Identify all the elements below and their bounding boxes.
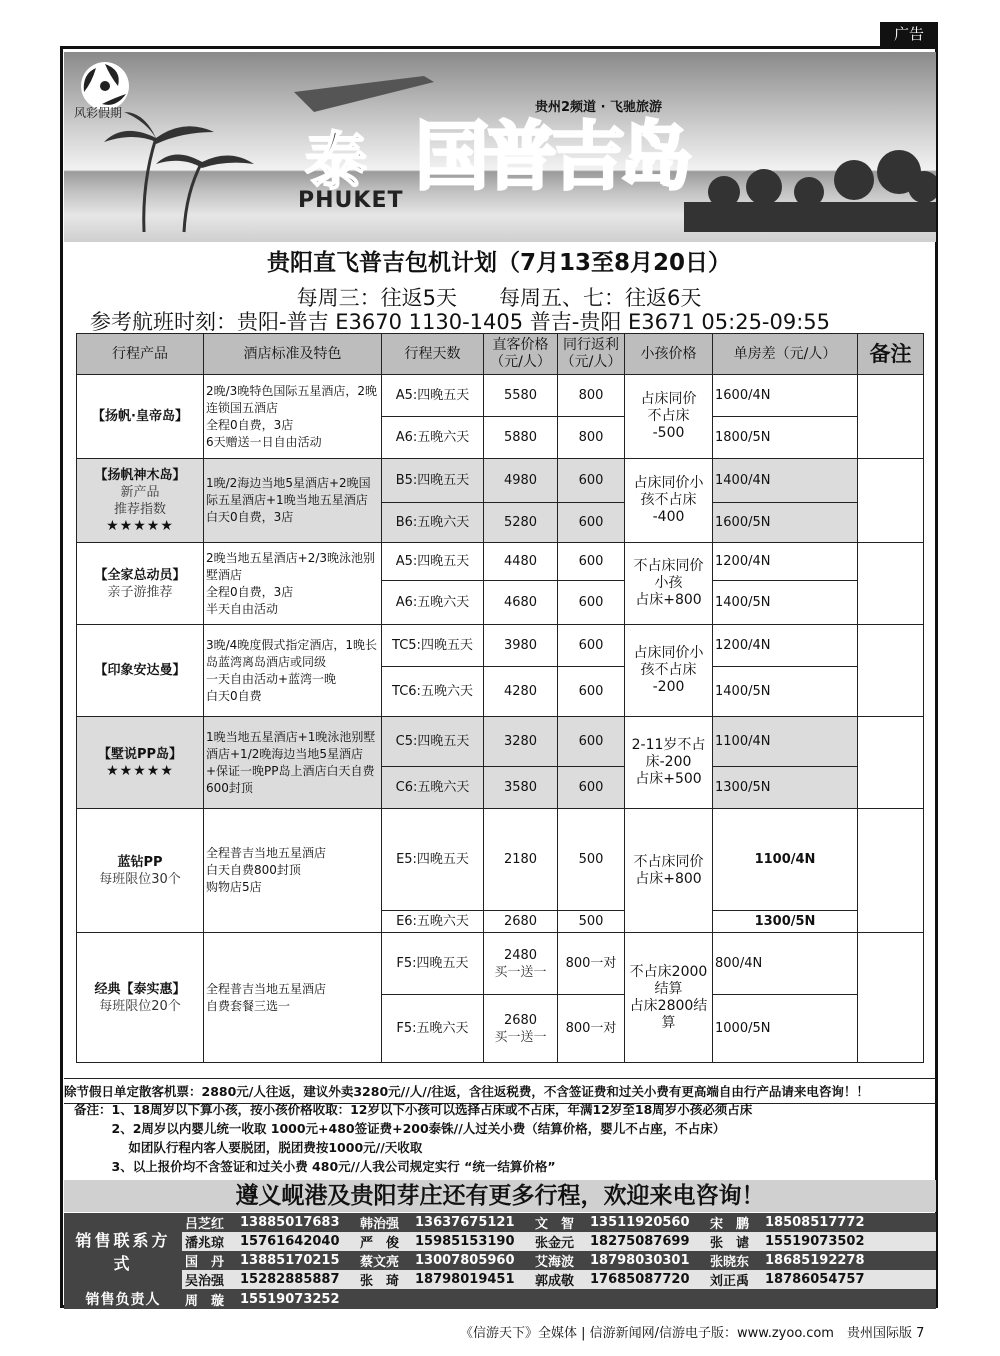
contact-name: 刘正禹 — [707, 1270, 762, 1289]
days-cell: B5:四晚五天 — [382, 459, 484, 503]
days-cell: C5:四晚五天 — [382, 717, 484, 767]
contact-phone[interactable]: 17685087720 — [587, 1270, 707, 1289]
brand-name: 风彩假期 — [74, 106, 123, 120]
single-supplement-cell: 1300/5N — [713, 767, 858, 809]
contact-name: 吕芝红 — [182, 1213, 237, 1232]
product-name: 【墅说PP岛】 — [97, 746, 183, 762]
contact-name: 宋 鹏 — [707, 1213, 762, 1232]
price-value: 2480 — [503, 947, 538, 963]
contact-phone[interactable]: 18685192278 — [762, 1251, 936, 1270]
rebate-cell: 800 — [558, 375, 625, 417]
col-remark: 备注 — [858, 334, 924, 375]
manager-phone[interactable]: 15519073252 — [237, 1289, 357, 1309]
price-table-body — [77, 375, 924, 1063]
table-row — [77, 459, 924, 503]
child-price-cell: 不占床同价 小孩 占床+800 — [625, 543, 713, 625]
days-cell: TC5:四晚五天 — [382, 625, 484, 667]
product-cell — [77, 543, 204, 625]
contact-name: 艾海波 — [532, 1251, 587, 1270]
col-days: 行程天数 — [382, 334, 484, 375]
note-line: 如团队行程内客人要脱团，脱团费按1000元//天收取 — [74, 1140, 423, 1155]
product-cell — [77, 809, 204, 933]
rebate-cell: 500 — [558, 911, 625, 933]
single-supplement-cell: 1200/4N — [713, 543, 858, 581]
hotel-cell: 全程普吉当地五星酒店 自费套餐三选一 — [204, 933, 382, 1063]
contact-name: 韩治强 — [357, 1213, 412, 1232]
table-row — [77, 717, 924, 767]
contact-row — [64, 1270, 936, 1289]
single-supplement-cell: 1600/4N — [713, 375, 858, 417]
days-cell: C6:五晚六天 — [382, 767, 484, 809]
hotel-cell: 2晚当地五星酒店+2/3晚泳池别墅酒店 全程0自费，3店 半天自由活动 — [204, 543, 382, 625]
product-name: 【全家总动员】 — [94, 567, 186, 583]
days-cell: A6:五晚六天 — [382, 417, 484, 459]
remark-cell — [858, 459, 924, 543]
manager-name: 周 璇 — [182, 1289, 237, 1309]
price-cell: 4280 — [484, 667, 558, 717]
contact-name: 国 丹 — [182, 1251, 237, 1270]
days-cell: A5:四晚五天 — [382, 375, 484, 417]
price-cell: 3980 — [484, 625, 558, 667]
contact-name: 吴治强 — [182, 1270, 237, 1289]
note-line: 备注：1、18周岁以下算小孩，按小孩价格收取：12岁以下小孩可以选择占床或不占床，年满12岁至18周岁小孩必须占床 — [74, 1102, 753, 1117]
child-price-cell: 2-11岁不占床-200 占床+500 — [625, 717, 713, 809]
palm-tree-left — [144, 138, 202, 232]
contact-phone[interactable]: 13007805960 — [412, 1251, 532, 1270]
child-price-cell: 不占床同价 占床+800 — [625, 809, 713, 933]
price-cell: 5280 — [484, 503, 558, 543]
footer: 《信游天下》全媒体 | 信游新闻网/信游电子版：www.zyoo.com 贵州国际版 7 — [460, 1326, 925, 1341]
contact-phone[interactable]: 18508517772 — [762, 1213, 936, 1232]
price-cell: 4480 — [484, 543, 558, 581]
contact-name: 张晓东 — [707, 1251, 762, 1270]
table-row — [77, 375, 924, 417]
ad-tag: 广告 — [880, 22, 938, 46]
partner-logos: 贵州2频道 · 飞驰旅游 — [535, 100, 663, 115]
palm-trees-right — [684, 150, 936, 232]
contact-name: 文 智 — [532, 1213, 587, 1232]
price-table — [76, 333, 924, 1063]
remark-cell — [858, 809, 924, 933]
rebate-cell: 500 — [558, 809, 625, 911]
single-supplement-cell: 1200/4N — [713, 625, 858, 667]
single-supplement-cell: 800/4N — [713, 933, 858, 995]
single-supplement-cell: 1800/5N — [713, 417, 858, 459]
product-name: 经典【泰实惠】 — [94, 981, 186, 997]
contact-phone[interactable]: 18798019451 — [412, 1270, 532, 1289]
remark-cell — [858, 717, 924, 809]
contact-name: 蔡文亮 — [357, 1251, 412, 1270]
days-cell: E5:四晚五天 — [382, 809, 484, 911]
table-header — [77, 334, 924, 375]
hotel-cell: 1晚/2海边当地5星酒店+2晚国际五星酒店+1晚当地五星酒店 白天0自费，3店 — [204, 459, 382, 543]
product-subtitle: 每班限位20个 — [99, 998, 181, 1014]
remark-cell — [858, 543, 924, 625]
contact-row — [64, 1232, 936, 1251]
rebate-cell: 800 — [558, 417, 625, 459]
contact-row — [64, 1251, 936, 1270]
price-cell — [484, 933, 558, 995]
contact-name: 潘兆琼 — [182, 1232, 237, 1251]
manager-row — [64, 1289, 936, 1309]
notes — [74, 1100, 752, 1176]
single-supplement-cell: 1100/4N — [713, 717, 858, 767]
price-cell: 4680 — [484, 581, 558, 625]
rebate-cell: 800一对 — [558, 995, 625, 1063]
contact-phone[interactable]: 13637675121 — [412, 1213, 532, 1232]
contact-phone[interactable]: 15761642040 — [237, 1232, 357, 1251]
more-routes-banner: 遵义岘港及贵阳芽庄还有更多行程，欢迎来电咨询！ — [64, 1180, 936, 1212]
price-cell: 5580 — [484, 375, 558, 417]
contact-name: 张金元 — [532, 1232, 587, 1251]
product-name: 【扬帆神木岛】 — [94, 467, 186, 483]
single-supplement-cell: 1400/5N — [713, 581, 858, 625]
product-name: 蓝钻PP — [117, 854, 163, 870]
contact-phone[interactable]: 18798030301 — [587, 1251, 707, 1270]
title-main: 国普吉岛 — [415, 114, 687, 200]
days-cell: A6:五晚六天 — [382, 581, 484, 625]
rebate-cell: 600 — [558, 667, 625, 717]
contact-phone[interactable]: 15985153190 — [412, 1232, 532, 1251]
single-supplement-cell: 1400/4N — [713, 459, 858, 503]
speedboat-shape — [294, 76, 434, 112]
remark-cell — [858, 375, 924, 459]
product-name: 【印象安达曼】 — [94, 663, 186, 678]
price-cell: 3580 — [484, 767, 558, 809]
col-price: 直客价格（元/人） — [484, 334, 558, 375]
product-subtitle: 新产品 推荐指数 — [113, 484, 166, 517]
col-hotel: 酒店标准及特色 — [204, 334, 382, 375]
single-supplement-cell: 1400/5N — [713, 667, 858, 717]
col-child: 小孩价格 — [625, 334, 713, 375]
manager-label: 销售负责人 — [64, 1289, 182, 1309]
rebate-cell: 600 — [558, 459, 625, 503]
product-cell — [77, 625, 204, 717]
product-subtitle: 亲子游推荐 — [107, 584, 173, 600]
rebate-cell: 600 — [558, 503, 625, 543]
contact-phone[interactable]: 15282885887 — [237, 1270, 357, 1289]
title-en: PHUKET — [298, 188, 404, 213]
contact-name: 张 谑 — [707, 1232, 762, 1251]
child-price-cell: 占床同价小孩不占床 -200 — [625, 625, 713, 717]
days-cell: F5:五晚六天 — [382, 995, 484, 1063]
rating-stars: ★★★★★ — [106, 517, 174, 534]
note-line: 2、2周岁以内婴儿统一收取 1000元+480签证费+200泰铢//人过关小费（结算价格，婴儿不占座，不占床） — [74, 1121, 726, 1136]
rating-stars: ★★★★★ — [106, 762, 174, 779]
contact-phone[interactable]: 15519073502 — [762, 1232, 936, 1251]
hotel-cell: 3晚/4晚度假式指定酒店，1晚长岛蓝湾离岛酒店或同级 一天自由活动+蓝湾一晚 白天0自费 — [204, 625, 382, 717]
table-row — [77, 543, 924, 581]
price-note: 买一送一 — [494, 964, 547, 980]
rebate-cell: 600 — [558, 717, 625, 767]
price-cell: 2680 — [484, 911, 558, 933]
product-name: 【扬帆·皇帝岛】 — [92, 409, 188, 424]
contact-phone[interactable]: 18786054757 — [762, 1270, 936, 1289]
price-cell — [484, 995, 558, 1063]
single-supplement-cell: 1000/5N — [713, 995, 858, 1063]
contacts-table — [64, 1213, 936, 1309]
hotel-cell: 全程普吉当地五星酒店 白天自费800封顶 购物店5店 — [204, 809, 382, 933]
contact-phone[interactable]: 13885017683 — [237, 1213, 357, 1232]
child-price-cell: 占床同价 不占床 -500 — [625, 375, 713, 459]
contact-name: 张 琦 — [357, 1270, 412, 1289]
child-price-cell: 不占床2000 结算 占床2800结算 — [625, 933, 713, 1063]
weekly-schedule: 每周三：往返5天 每周五、七：往返6天 — [296, 286, 702, 310]
contact-name: 严 俊 — [357, 1232, 412, 1251]
col-rebate: 同行返利（元/人） — [558, 334, 625, 375]
single-supplement-cell: 1600/5N — [713, 503, 858, 543]
contact-phone[interactable]: 13885170215 — [237, 1251, 357, 1270]
price-cell: 4980 — [484, 459, 558, 503]
contacts-label: 销售联系方式 — [64, 1213, 182, 1289]
table-row — [77, 625, 924, 667]
charter-title: 贵阳直飞普吉包机计划（7月13至8月20日） — [266, 250, 732, 276]
price-cell: 2180 — [484, 809, 558, 911]
table-row — [77, 933, 924, 995]
days-cell: F5:四晚五天 — [382, 933, 484, 995]
rebate-cell: 600 — [558, 543, 625, 581]
price-cell: 3280 — [484, 717, 558, 767]
col-product: 行程产品 — [77, 334, 204, 375]
remark-cell — [858, 625, 924, 717]
title-thai: 泰 — [305, 125, 364, 198]
remark-cell — [858, 933, 924, 1063]
note-line: 3、以上报价均不含签证和过关小费 480元//人我公司规定实行 “统一结算价格” — [74, 1159, 556, 1174]
col-single: 单房差（元/人） — [713, 334, 858, 375]
contact-row — [64, 1213, 936, 1232]
notice-line: 除节假日单定散客机票：2880元/人往返，建议外卖3280元//人//往返，含往返税费，不含签证费和过关小费有更高端自由行产品请来电咨询！！ — [64, 1078, 936, 1104]
single-supplement-cell: 1100/4N — [713, 809, 858, 911]
child-price-cell: 占床同价小孩不占床 -400 — [625, 459, 713, 543]
hotel-cell: 2晚/3晚特色国际五星酒店，2晚连锁国五酒店 全程0自费，3店 6天赠送一日自由活动 — [204, 375, 382, 459]
table-row — [77, 809, 924, 911]
price-cell: 5880 — [484, 417, 558, 459]
rebate-cell: 600 — [558, 625, 625, 667]
product-cell — [77, 933, 204, 1063]
price-value: 2680 — [503, 1012, 538, 1028]
days-cell: A5:四晚五天 — [382, 543, 484, 581]
flight-times: 参考航班时刻：贵阳-普吉 E3670 1130-1405 普吉-贵阳 E3671 05:25-09:55 — [90, 310, 831, 334]
days-cell: TC6:五晚六天 — [382, 667, 484, 717]
hotel-cell: 1晚当地五星酒店+1晚泳池别墅酒店+1/2晚海边当地5星酒店+保证一晚PP岛上酒店白天自费600封顶 — [204, 717, 382, 809]
rebate-cell: 800一对 — [558, 933, 625, 995]
contact-phone[interactable]: 13511920560 — [587, 1213, 707, 1232]
product-cell — [77, 459, 204, 543]
days-cell: E6:五晚六天 — [382, 911, 484, 933]
product-cell — [77, 717, 204, 809]
manager-row-filler — [357, 1289, 936, 1309]
rebate-cell: 600 — [558, 767, 625, 809]
contact-phone[interactable]: 18275087699 — [587, 1232, 707, 1251]
days-cell: B6:五晚六天 — [382, 503, 484, 543]
contact-name: 郭成敬 — [532, 1270, 587, 1289]
price-note: 买一送一 — [494, 1029, 547, 1045]
product-cell — [77, 375, 204, 459]
single-supplement-cell: 1300/5N — [713, 911, 858, 933]
product-subtitle: 每班限位30个 — [99, 871, 181, 887]
rebate-cell: 600 — [558, 581, 625, 625]
